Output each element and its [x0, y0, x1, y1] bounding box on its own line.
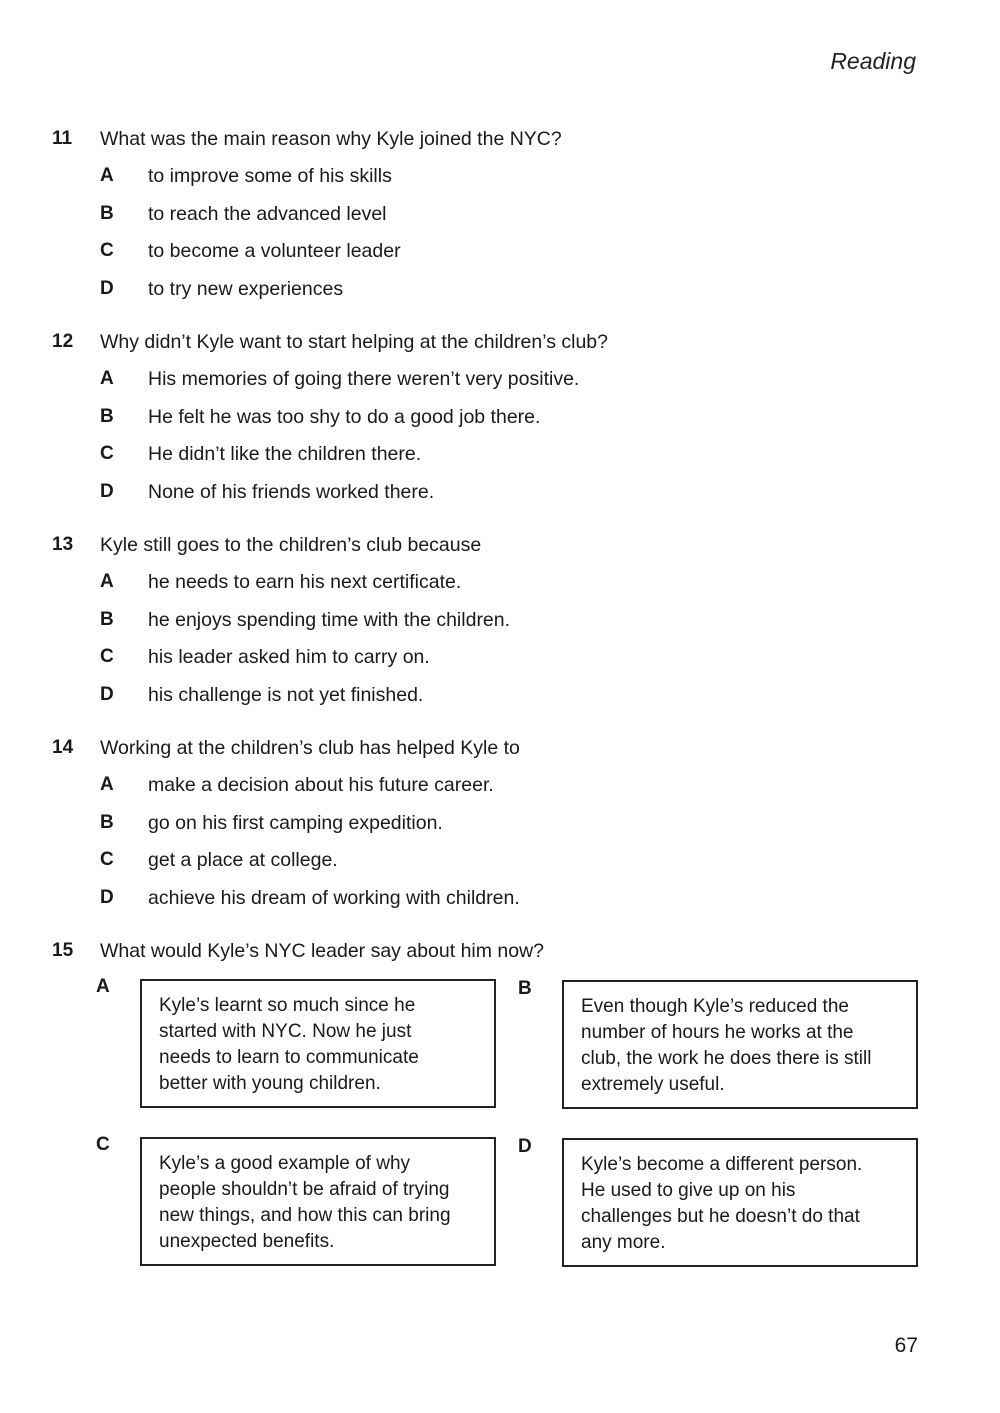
- box-line: number of hours he works at the: [581, 1022, 854, 1043]
- option-letter: D: [100, 684, 114, 706]
- section-title: Reading: [830, 48, 916, 74]
- question-header: [52, 940, 932, 970]
- answer-box-a[interactable]: [140, 979, 496, 1108]
- box-line: unexpected benefits.: [159, 1231, 335, 1252]
- question-header: [52, 737, 932, 767]
- option-text: to try new experiences: [148, 278, 344, 301]
- question-text: What was the main reason why Kyle joined the NYC?: [100, 128, 562, 150]
- answer-box-b[interactable]: [562, 980, 918, 1109]
- answer-box-d[interactable]: [562, 1138, 918, 1267]
- option-text: achieve his dream of working with children.: [148, 887, 520, 910]
- question-13: [52, 534, 932, 722]
- option-letter: C: [100, 443, 114, 465]
- option-text: he needs to earn his next certificate.: [148, 571, 462, 593]
- option-letter: A: [100, 774, 114, 795]
- box-line: any more.: [581, 1232, 666, 1253]
- box-line: club, the work he does there is still: [581, 1048, 872, 1069]
- box-line: He used to give up on his: [581, 1180, 796, 1201]
- option-d[interactable]: [52, 887, 932, 925]
- option-letter: C: [100, 240, 114, 262]
- option-text: to become a volunteer leader: [148, 240, 401, 263]
- option-letter: D: [100, 481, 114, 503]
- option-d[interactable]: [52, 278, 932, 316]
- box-letter-b: B: [518, 978, 532, 999]
- box-line: Even though Kyle’s reduced the: [581, 996, 849, 1017]
- option-b[interactable]: [52, 609, 932, 647]
- box-letter-d: D: [518, 1136, 532, 1157]
- box-line: started with NYC. Now he just: [159, 1021, 412, 1042]
- question-text: What would Kyle’s NYC leader say about him now?: [100, 940, 545, 962]
- box-line: Kyle’s a good example of why: [159, 1153, 411, 1174]
- option-c[interactable]: [52, 646, 932, 684]
- question-11: [52, 128, 932, 316]
- option-text: He didn’t like the children there.: [148, 443, 422, 466]
- question-header: [52, 331, 932, 361]
- box-line: Kyle’s learnt so much since he: [159, 995, 416, 1016]
- option-c[interactable]: [52, 849, 932, 887]
- option-text: to reach the advanced level: [148, 202, 387, 225]
- box-line: challenges but he doesn’t do that: [581, 1206, 860, 1227]
- box-line: extremely useful.: [581, 1074, 725, 1095]
- option-letter: B: [100, 608, 114, 630]
- option-text: None of his friends worked there.: [148, 481, 435, 504]
- option-d[interactable]: [52, 481, 932, 519]
- option-letter: A: [100, 571, 114, 592]
- box-line: new things, and how this can bring: [159, 1205, 451, 1226]
- option-d[interactable]: [52, 684, 932, 722]
- question-number: 15: [52, 940, 74, 961]
- option-letter: B: [100, 405, 114, 427]
- option-text: he enjoys spending time with the children.: [148, 608, 511, 631]
- option-text: his leader asked him to carry on.: [148, 646, 430, 669]
- option-letter: A: [100, 368, 114, 389]
- option-a[interactable]: [52, 368, 932, 406]
- option-b[interactable]: [52, 406, 932, 444]
- question-text: Working at the children’s club has helped Kyle to: [100, 737, 520, 759]
- option-c[interactable]: [52, 443, 932, 481]
- question-text: Kyle still goes to the children’s club because: [100, 534, 482, 556]
- question-number: 11: [52, 128, 73, 149]
- option-c[interactable]: [52, 240, 932, 278]
- page-number: 67: [894, 1334, 918, 1357]
- question-number: 13: [52, 534, 74, 555]
- option-text: His memories of going there weren’t very positive.: [148, 368, 580, 390]
- answer-box-c[interactable]: [140, 1137, 496, 1266]
- box-letter-a: A: [96, 976, 110, 997]
- question-header: [52, 534, 932, 564]
- question-text: Why didn’t Kyle want to start helping at the children’s club?: [100, 331, 608, 353]
- option-b[interactable]: [52, 812, 932, 850]
- option-text: He felt he was too shy to do a good job there.: [148, 405, 541, 428]
- option-letter: D: [100, 887, 114, 909]
- option-letter: C: [100, 849, 114, 871]
- box-letter-c: C: [96, 1134, 110, 1155]
- option-text: get a place at college.: [148, 849, 338, 872]
- question-number: 12: [52, 331, 74, 352]
- question-14: [52, 737, 932, 925]
- question-number: 14: [52, 737, 74, 758]
- question-header: [52, 128, 932, 158]
- option-a[interactable]: [52, 571, 932, 609]
- option-letter: D: [100, 278, 114, 300]
- option-text: make a decision about his future career.: [148, 774, 494, 796]
- option-letter: C: [100, 646, 114, 668]
- box-line: people shouldn’t be afraid of trying: [159, 1179, 450, 1200]
- option-text: go on his first camping expedition.: [148, 811, 443, 834]
- box-line: better with young children.: [159, 1073, 381, 1094]
- option-letter: A: [100, 165, 114, 186]
- option-letter: B: [100, 202, 114, 224]
- option-letter: B: [100, 811, 114, 833]
- question-15: [52, 940, 932, 970]
- option-a[interactable]: [52, 165, 932, 203]
- option-b[interactable]: [52, 203, 932, 241]
- option-text: his challenge is not yet finished.: [148, 684, 424, 707]
- box-line: Kyle’s become a different person.: [581, 1154, 863, 1175]
- box-line: needs to learn to communicate: [159, 1047, 419, 1068]
- question-12: [52, 331, 932, 519]
- option-text: to improve some of his skills: [148, 165, 392, 187]
- option-a[interactable]: [52, 774, 932, 812]
